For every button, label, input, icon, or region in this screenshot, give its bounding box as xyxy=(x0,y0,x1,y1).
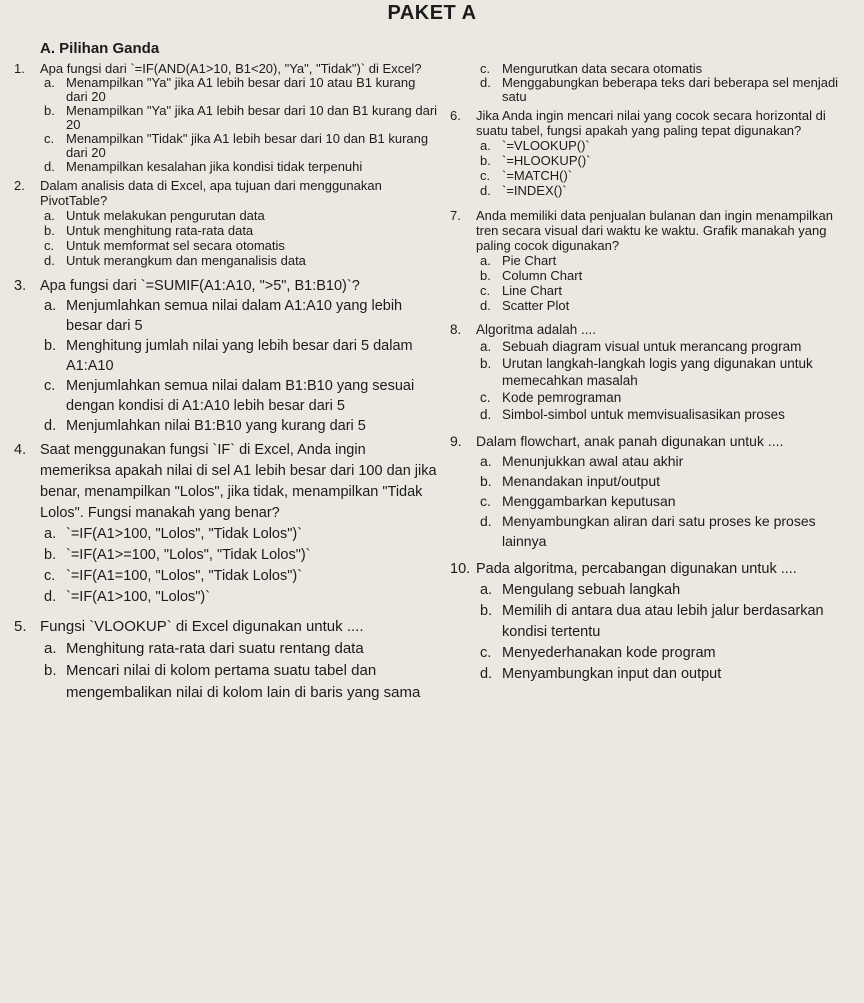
question-stem xyxy=(450,559,856,580)
option-text: `=HLOOKUP()` xyxy=(502,153,591,168)
question-block xyxy=(14,62,438,174)
option-list xyxy=(14,296,438,436)
option-letter: a. xyxy=(44,208,55,223)
option-text: `=IF(A1>100, "Lolos", "Tidak Lolos")` xyxy=(66,526,303,542)
question-text: Algoritma adalah .... xyxy=(476,322,597,337)
option-list xyxy=(450,580,856,685)
answer-option[interactable] xyxy=(44,638,438,660)
question-text: Jika Anda ingin mencari nilai yang cocok secara horizontal di suatu tabel, fungsi apakah yang paling tepat digunakan? xyxy=(476,108,826,138)
option-text: Untuk merangkum dan menganalisis data xyxy=(66,253,306,268)
option-letter: a. xyxy=(44,526,57,542)
question-number: 6. xyxy=(450,108,461,123)
answer-option[interactable] xyxy=(480,338,856,355)
option-text: `=VLOOKUP()` xyxy=(502,138,590,153)
option-text: Untuk menghitung rata-rata data xyxy=(66,223,254,238)
answer-option[interactable] xyxy=(480,253,856,268)
question-stem xyxy=(450,321,856,338)
option-letter: a. xyxy=(480,582,493,598)
option-text: Untuk melakukan pengurutan data xyxy=(66,208,265,223)
answer-option[interactable] xyxy=(44,416,438,436)
option-text: Menampilkan "Ya" jika A1 lebih besar dari 10 dan B1 kurang dari 20 xyxy=(66,103,438,132)
option-letter: a. xyxy=(480,253,491,268)
option-list xyxy=(14,638,438,704)
question-block xyxy=(14,440,438,608)
question-text: Pada algoritma, percabangan digunakan untuk .... xyxy=(476,561,797,577)
option-letter: b. xyxy=(480,153,491,168)
answer-option[interactable] xyxy=(44,660,438,704)
answer-option[interactable] xyxy=(44,223,438,238)
option-text: Column Chart xyxy=(502,268,583,283)
answer-option[interactable] xyxy=(44,160,438,174)
answer-option[interactable] xyxy=(480,511,856,551)
option-letter: a. xyxy=(480,339,492,354)
answer-option[interactable] xyxy=(480,491,856,511)
option-text: Mengulang sebuah langkah xyxy=(502,582,681,598)
question-block xyxy=(450,208,856,313)
option-list xyxy=(450,338,856,423)
answer-option[interactable] xyxy=(480,355,856,389)
answer-option[interactable] xyxy=(480,664,856,685)
answer-option[interactable] xyxy=(44,253,438,268)
answer-option[interactable] xyxy=(480,601,856,643)
continued-options xyxy=(450,62,856,104)
option-text: Menandakan input/output xyxy=(502,473,661,489)
option-text: `=MATCH()` xyxy=(502,168,573,183)
question-stem xyxy=(14,276,438,296)
option-text: `=INDEX()` xyxy=(502,183,567,198)
answer-option[interactable] xyxy=(44,545,438,566)
option-letter: d. xyxy=(480,75,491,90)
question-number: 1. xyxy=(14,61,25,76)
option-letter: d. xyxy=(44,159,55,174)
option-text: `=IF(A1>100, "Lolos")` xyxy=(66,589,211,605)
option-letter: d. xyxy=(480,666,493,682)
option-letter: d. xyxy=(480,513,492,529)
answer-option[interactable] xyxy=(44,208,438,223)
option-text: Menghitung jumlah nilai yang lebih besar dari 5 dalam A1:A10 xyxy=(66,338,413,374)
option-text: Sebuah diagram visual untuk merancang program xyxy=(502,339,802,354)
option-letter: b. xyxy=(480,356,492,371)
answer-option[interactable] xyxy=(480,138,856,153)
answer-option[interactable] xyxy=(480,471,856,491)
answer-option[interactable] xyxy=(44,587,438,608)
question-text: Dalam flowchart, anak panah digunakan untuk .... xyxy=(476,433,784,449)
question-text: Saat menggunakan fungsi `IF` di Excel, Anda ingin memeriksa apakah nilai di sel A1 lebih besar dari 100 dan jika benar, menampilkan "Lolos", jika tidak, menampilkan "Tidak Lolos". Fungsi manakah yang benar? xyxy=(40,442,437,521)
option-letter: d. xyxy=(480,183,491,198)
option-letter: a. xyxy=(44,75,55,90)
question-number: 4. xyxy=(14,442,27,458)
option-text: Menjumlahkan semua nilai dalam B1:B10 yang sesuai dengan kondisi di A1:A10 lebih besar dari 5 xyxy=(66,378,415,414)
answer-option[interactable] xyxy=(44,566,438,587)
answer-option[interactable] xyxy=(44,296,438,336)
question-stem xyxy=(450,108,856,138)
answer-option[interactable] xyxy=(480,451,856,471)
option-text: Menggambarkan keputusan xyxy=(502,493,676,509)
right-column xyxy=(450,62,856,685)
option-letter: d. xyxy=(44,418,57,434)
option-letter: c. xyxy=(44,568,56,584)
answer-option[interactable] xyxy=(480,168,856,183)
question-number: 3. xyxy=(14,278,27,294)
question-block xyxy=(450,431,856,551)
answer-option[interactable] xyxy=(480,580,856,601)
option-text: Menyambungkan input dan output xyxy=(502,666,722,682)
answer-option[interactable] xyxy=(480,283,856,298)
question-number: 7. xyxy=(450,208,461,223)
option-list xyxy=(450,253,856,313)
option-text: Untuk memformat sel secara otomatis xyxy=(66,238,285,253)
option-list xyxy=(14,76,438,174)
answer-option[interactable] xyxy=(480,298,856,313)
question-number: 5. xyxy=(14,618,27,635)
option-list xyxy=(14,524,438,608)
option-text: Menyederhanakan kode program xyxy=(502,645,716,661)
option-letter: c. xyxy=(480,493,491,509)
question-stem xyxy=(450,208,856,253)
option-text: Menampilkan "Ya" jika A1 lebih besar dari 10 atau B1 kurang dari 20 xyxy=(66,75,416,104)
option-letter: a. xyxy=(480,453,492,469)
option-letter: c. xyxy=(44,238,55,253)
option-text: Mencari nilai di kolom pertama suatu tabel dan mengembalikan nilai di kolom lain di baris yang sama xyxy=(66,662,421,701)
question-stem xyxy=(14,178,438,208)
question-stem xyxy=(14,62,438,76)
question-text: Anda memiliki data penjualan bulanan dan ingin menampilkan tren secara visual dari waktu ke waktu. Grafik manakah yang paling cocok digunakan? xyxy=(476,208,834,253)
question-block xyxy=(14,178,438,268)
option-letter: c. xyxy=(480,390,491,405)
answer-option[interactable] xyxy=(480,406,856,423)
question-text: Apa fungsi dari `=SUMIF(A1:A10, ">5", B1:B10)`? xyxy=(40,278,360,294)
option-letter: c. xyxy=(480,283,491,298)
option-text: Menjumlahkan nilai B1:B10 yang kurang dari 5 xyxy=(66,418,366,434)
answer-option[interactable] xyxy=(480,268,856,283)
question-block xyxy=(450,321,856,423)
option-letter: d. xyxy=(480,407,492,422)
answer-option[interactable] xyxy=(44,524,438,545)
answer-option[interactable] xyxy=(44,76,438,104)
question-number: 9. xyxy=(450,433,462,449)
left-column xyxy=(14,62,438,704)
question-text: Fungsi `VLOOKUP` di Excel digunakan untuk .... xyxy=(40,618,364,635)
answer-option[interactable] xyxy=(480,643,856,664)
answer-option[interactable] xyxy=(44,132,438,160)
answer-option[interactable] xyxy=(480,389,856,406)
option-letter: d. xyxy=(44,253,55,268)
option-letter: d. xyxy=(480,298,491,313)
question-block xyxy=(450,108,856,198)
answer-option[interactable] xyxy=(480,183,856,198)
section-heading: A. Pilihan Ganda xyxy=(40,40,160,57)
option-text: Menjumlahkan semua nilai dalam A1:A10 yang lebih besar dari 5 xyxy=(66,298,403,334)
question-number: 2. xyxy=(14,178,25,193)
answer-option[interactable] xyxy=(44,336,438,376)
option-text: Menampilkan "Tidak" jika A1 lebih besar dari 10 dan B1 kurang dari 20 xyxy=(66,131,429,160)
option-text: Kode pemrograman xyxy=(502,390,622,405)
option-letter: b. xyxy=(480,268,491,283)
option-letter: c. xyxy=(44,378,56,394)
option-letter: a. xyxy=(44,640,57,657)
option-letter: b. xyxy=(44,223,55,238)
answer-option[interactable] xyxy=(44,376,438,416)
option-letter: c. xyxy=(480,168,491,183)
option-text: Menggabungkan beberapa teks dari beberapa sel menjadi satu xyxy=(502,75,839,104)
answer-option[interactable] xyxy=(44,104,438,132)
option-letter: b. xyxy=(44,338,57,354)
option-text: Scatter Plot xyxy=(502,298,570,313)
option-text: Mengurutkan data secara otomatis xyxy=(502,61,703,76)
option-letter: c. xyxy=(480,645,492,661)
option-text: Menyambungkan aliran dari satu proses ke proses lainnya xyxy=(502,513,816,549)
question-stem xyxy=(14,616,438,638)
question-block xyxy=(14,276,438,436)
option-list xyxy=(14,208,438,268)
question-text: Dalam analisis data di Excel, apa tujuan dari menggunakan PivotTable? xyxy=(40,178,382,208)
option-letter: c. xyxy=(480,61,491,76)
option-text: Simbol-simbol untuk memvisualisasikan proses xyxy=(502,407,785,422)
option-text: Line Chart xyxy=(502,283,562,298)
question-stem xyxy=(450,431,856,451)
option-letter: b. xyxy=(44,103,55,118)
answer-option[interactable] xyxy=(480,76,856,104)
option-letter: b. xyxy=(44,547,57,563)
option-letter: b. xyxy=(44,662,57,679)
question-number: 8. xyxy=(450,322,462,337)
option-text: Menunjukkan awal atau akhir xyxy=(502,453,684,469)
question-block xyxy=(450,559,856,685)
option-letter: b. xyxy=(480,473,492,489)
option-list xyxy=(450,451,856,551)
question-number: 10. xyxy=(450,561,471,577)
answer-option[interactable] xyxy=(480,62,856,76)
option-letter: a. xyxy=(480,138,491,153)
question-text: Apa fungsi dari `=IF(AND(A1>10, B1<20), "Ya", "Tidak")` di Excel? xyxy=(40,61,422,76)
option-text: Pie Chart xyxy=(502,253,557,268)
option-text: `=IF(A1>=100, "Lolos", "Tidak Lolos")` xyxy=(66,547,311,563)
option-letter: a. xyxy=(44,298,57,314)
question-stem xyxy=(14,440,438,524)
option-letter: c. xyxy=(44,131,55,146)
option-text: Urutan langkah-langkah logis yang digunakan untuk memecahkan masalah xyxy=(502,356,813,388)
question-block xyxy=(14,616,438,704)
option-text: Menampilkan kesalahan jika kondisi tidak terpenuhi xyxy=(66,159,363,174)
option-list xyxy=(450,138,856,198)
option-text: Menghitung rata-rata dari suatu rentang data xyxy=(66,640,364,657)
option-letter: d. xyxy=(44,589,57,605)
answer-option[interactable] xyxy=(44,238,438,253)
page-title: PAKET A xyxy=(387,2,477,24)
option-text: Memilih di antara dua atau lebih jalur berdasarkan kondisi tertentu xyxy=(502,603,824,640)
option-letter: b. xyxy=(480,603,493,619)
option-text: `=IF(A1=100, "Lolos", "Tidak Lolos")` xyxy=(66,568,303,584)
answer-option[interactable] xyxy=(480,153,856,168)
